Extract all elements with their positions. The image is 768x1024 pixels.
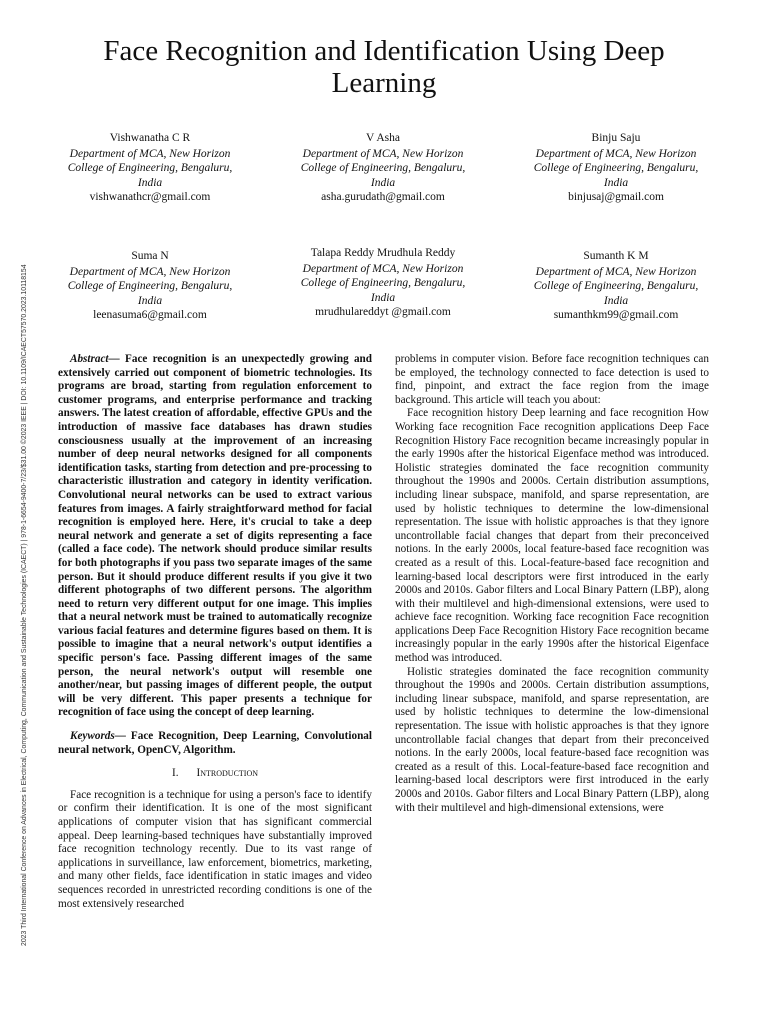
paper-title: Face Recognition and Identification Using Deep Learning	[103, 35, 665, 99]
author-block	[516, 131, 716, 205]
author-college: College of Engineering, Bengaluru,	[67, 280, 233, 292]
author-department: Department of MCA, New Horizon	[535, 147, 697, 160]
author-department: Department of MCA, New Horizon	[69, 147, 231, 160]
author-department: Department of MCA, New Horizon	[535, 265, 697, 278]
body-paragraph: Face recognition history Deep learning and face recognition How Working face recognition Face recognition applications Deep Face Recognition History Face recognition became increasingly popular in the early 1990s after the historical Eigenface method was introduced. Holistic strategies dominated the face recognition community throughout the 1990s and 2000s. Certain distribution assumptions, including linear subspace, manifold, and sparse representation, are used by holistic techniques to determine the low-dimensional representation. The issue with holistic approaches is that they ignore uncontrollable facial changes that depart from their preconceived notions. In the early 2000s, local feature-based face recognition was created as a result of this. Local-feature-based face recognition and learning-based local descriptors were first introduced in the early 2000s and 2010s. Gabor filters and Local Binary Pattern (LBP), along with their multilevel and high-dimensional extensions, were used to achieve face recognition. Working face recognition Face recognition applications Deep Face Recognition History Face recognition became increasingly popular in the early 1990s after the historical Eigenface method was introduced.	[395, 407, 709, 665]
author-email: asha.gurudath@gmail.com	[321, 191, 445, 203]
sidebar-citation: 2023 Third International Conference on Advances in Electrical, Computing, Communication and Sustainable Technologies (ICAECT) | 978-1-6654-9400-7/23/$31.00 ©2023 IEEE | DOI: 10.1109/ICAECT57570.2023.10118154	[21, 264, 28, 946]
intro-paragraph: Face recognition is a technique for using a person's face to identify or confirm their identification. It is one of the most significant applications of computer vision that has significant commercial appeal. Deep learning-based techniques have substantially improved face recognition technology recently. Due to its vast range of applications in surveillance, law enforcement, biometrics, marketing, and many other fields, face identification in static images and video sequences recorded in unrestricted recording conditions is one of the most extensively researched	[58, 788, 372, 910]
author-college: College of Engineering, Bengaluru,	[533, 162, 699, 174]
left-column	[58, 353, 372, 911]
abstract	[58, 353, 372, 720]
author-country: India	[603, 176, 629, 189]
author-email: vishwanathcr@gmail.com	[89, 191, 211, 203]
section-title: Introduction	[196, 767, 259, 780]
author-name: Vishwanatha C R	[109, 132, 191, 144]
abstract-text: Face recognition is an unexpectedly growing and extensively carried out component of biometric technologies. Its programs are broad, starting from regulation enforcement to customer programs, and enterprise performance and tracking answers. The latest creation of affordable, effective GPUs and the introduction of massive face databases has drawn studies consciousness usually at the improvement of an increasing number of deep neural networks designed for all components identification tasks, starting from detection and pre-processing to characteristic illustration and category in identity verification. Convolutional neural networks can be used to extract various features from images. A fairly straightforward method for facial recognition is employed here. Here, it's crucial to take a deep neural network and generate a set of digits representing a face (called a face code). The network should produce similar results for both photographs if you pass two separate images of the same person. But it should produce different results if you give it two different photographs of two different persons. The algorithm need to return very different output for one image. This implies that a neural network must be trained to automatically recognize various facial features and determine figures based on them. It is possible to imagine that a neural network's output identifies a specific person's face. Passing different images of the same person, the neural network's output will resemble one another/near, but passing images of different people, the output will be very different. This paper presents a technique for recognition of face using the concept of deep learning.	[58, 353, 372, 719]
author-name: Sumanth K M	[583, 250, 649, 262]
author-name: Binju Saju	[591, 132, 641, 144]
keywords	[58, 730, 372, 757]
author-block	[283, 131, 483, 205]
keywords-lead: Keywords—	[70, 730, 126, 743]
author-country: India	[137, 294, 163, 307]
author-block	[283, 246, 483, 320]
body-paragraph: Holistic strategies dominated the face recognition community throughout the 1990s and 2000s. Certain distribution assumptions, including linear subspace, manifold, and sparse representation, are used by holistic techniques to determine the low-dimensional representation. The issue with holistic approaches is that they ignore uncontrollable facial changes that depart from their preconceived notions. In the early 2000s, local feature-based face recognition was created as a result of this. Local-feature-based face recognition and learning-based local descriptors were first introduced in the early 2000s and 2010s. Gabor filters and Local Binary Pattern (LBP), along with their multilevel and high-dimensional extensions, were	[395, 665, 709, 814]
keywords-text: Face Recognition, Deep Learning, Convolutional neural network, OpenCV, Algorithm.	[58, 730, 372, 756]
author-department: Department of MCA, New Horizon	[69, 265, 231, 278]
author-name: V Asha	[366, 132, 400, 144]
author-email: binjusaj@gmail.com	[568, 191, 664, 203]
author-college: College of Engineering, Bengaluru,	[300, 277, 466, 289]
author-email: mrudhulareddyt @gmail.com	[315, 306, 451, 318]
right-column	[395, 353, 709, 815]
author-block	[516, 249, 716, 323]
author-college: College of Engineering, Bengaluru,	[533, 280, 699, 292]
section-heading	[58, 767, 372, 781]
author-department: Department of MCA, New Horizon	[302, 262, 464, 275]
author-country: India	[137, 176, 163, 189]
body-paragraph: problems in computer vision. Before face recognition techniques can be employed, the technology connected to face detection is used to find, pinpoint, and extract the face region from the image background. This article will teach you about:	[395, 353, 709, 406]
author-email: leenasuma6@gmail.com	[93, 309, 207, 321]
author-name: Talapa Reddy Mrudhula Reddy	[310, 247, 456, 259]
author-college: College of Engineering, Bengaluru,	[67, 162, 233, 174]
author-email: sumanthkm99@gmail.com	[553, 309, 679, 321]
author-country: India	[370, 291, 396, 304]
author-name: Suma N	[131, 250, 169, 262]
author-department: Department of MCA, New Horizon	[302, 147, 464, 160]
author-block	[50, 249, 250, 323]
author-country: India	[603, 294, 629, 307]
section-number: I.	[171, 767, 179, 780]
author-country: India	[370, 176, 396, 189]
abstract-lead: Abstract—	[70, 353, 120, 365]
author-college: College of Engineering, Bengaluru,	[300, 162, 466, 174]
author-block	[50, 131, 250, 205]
